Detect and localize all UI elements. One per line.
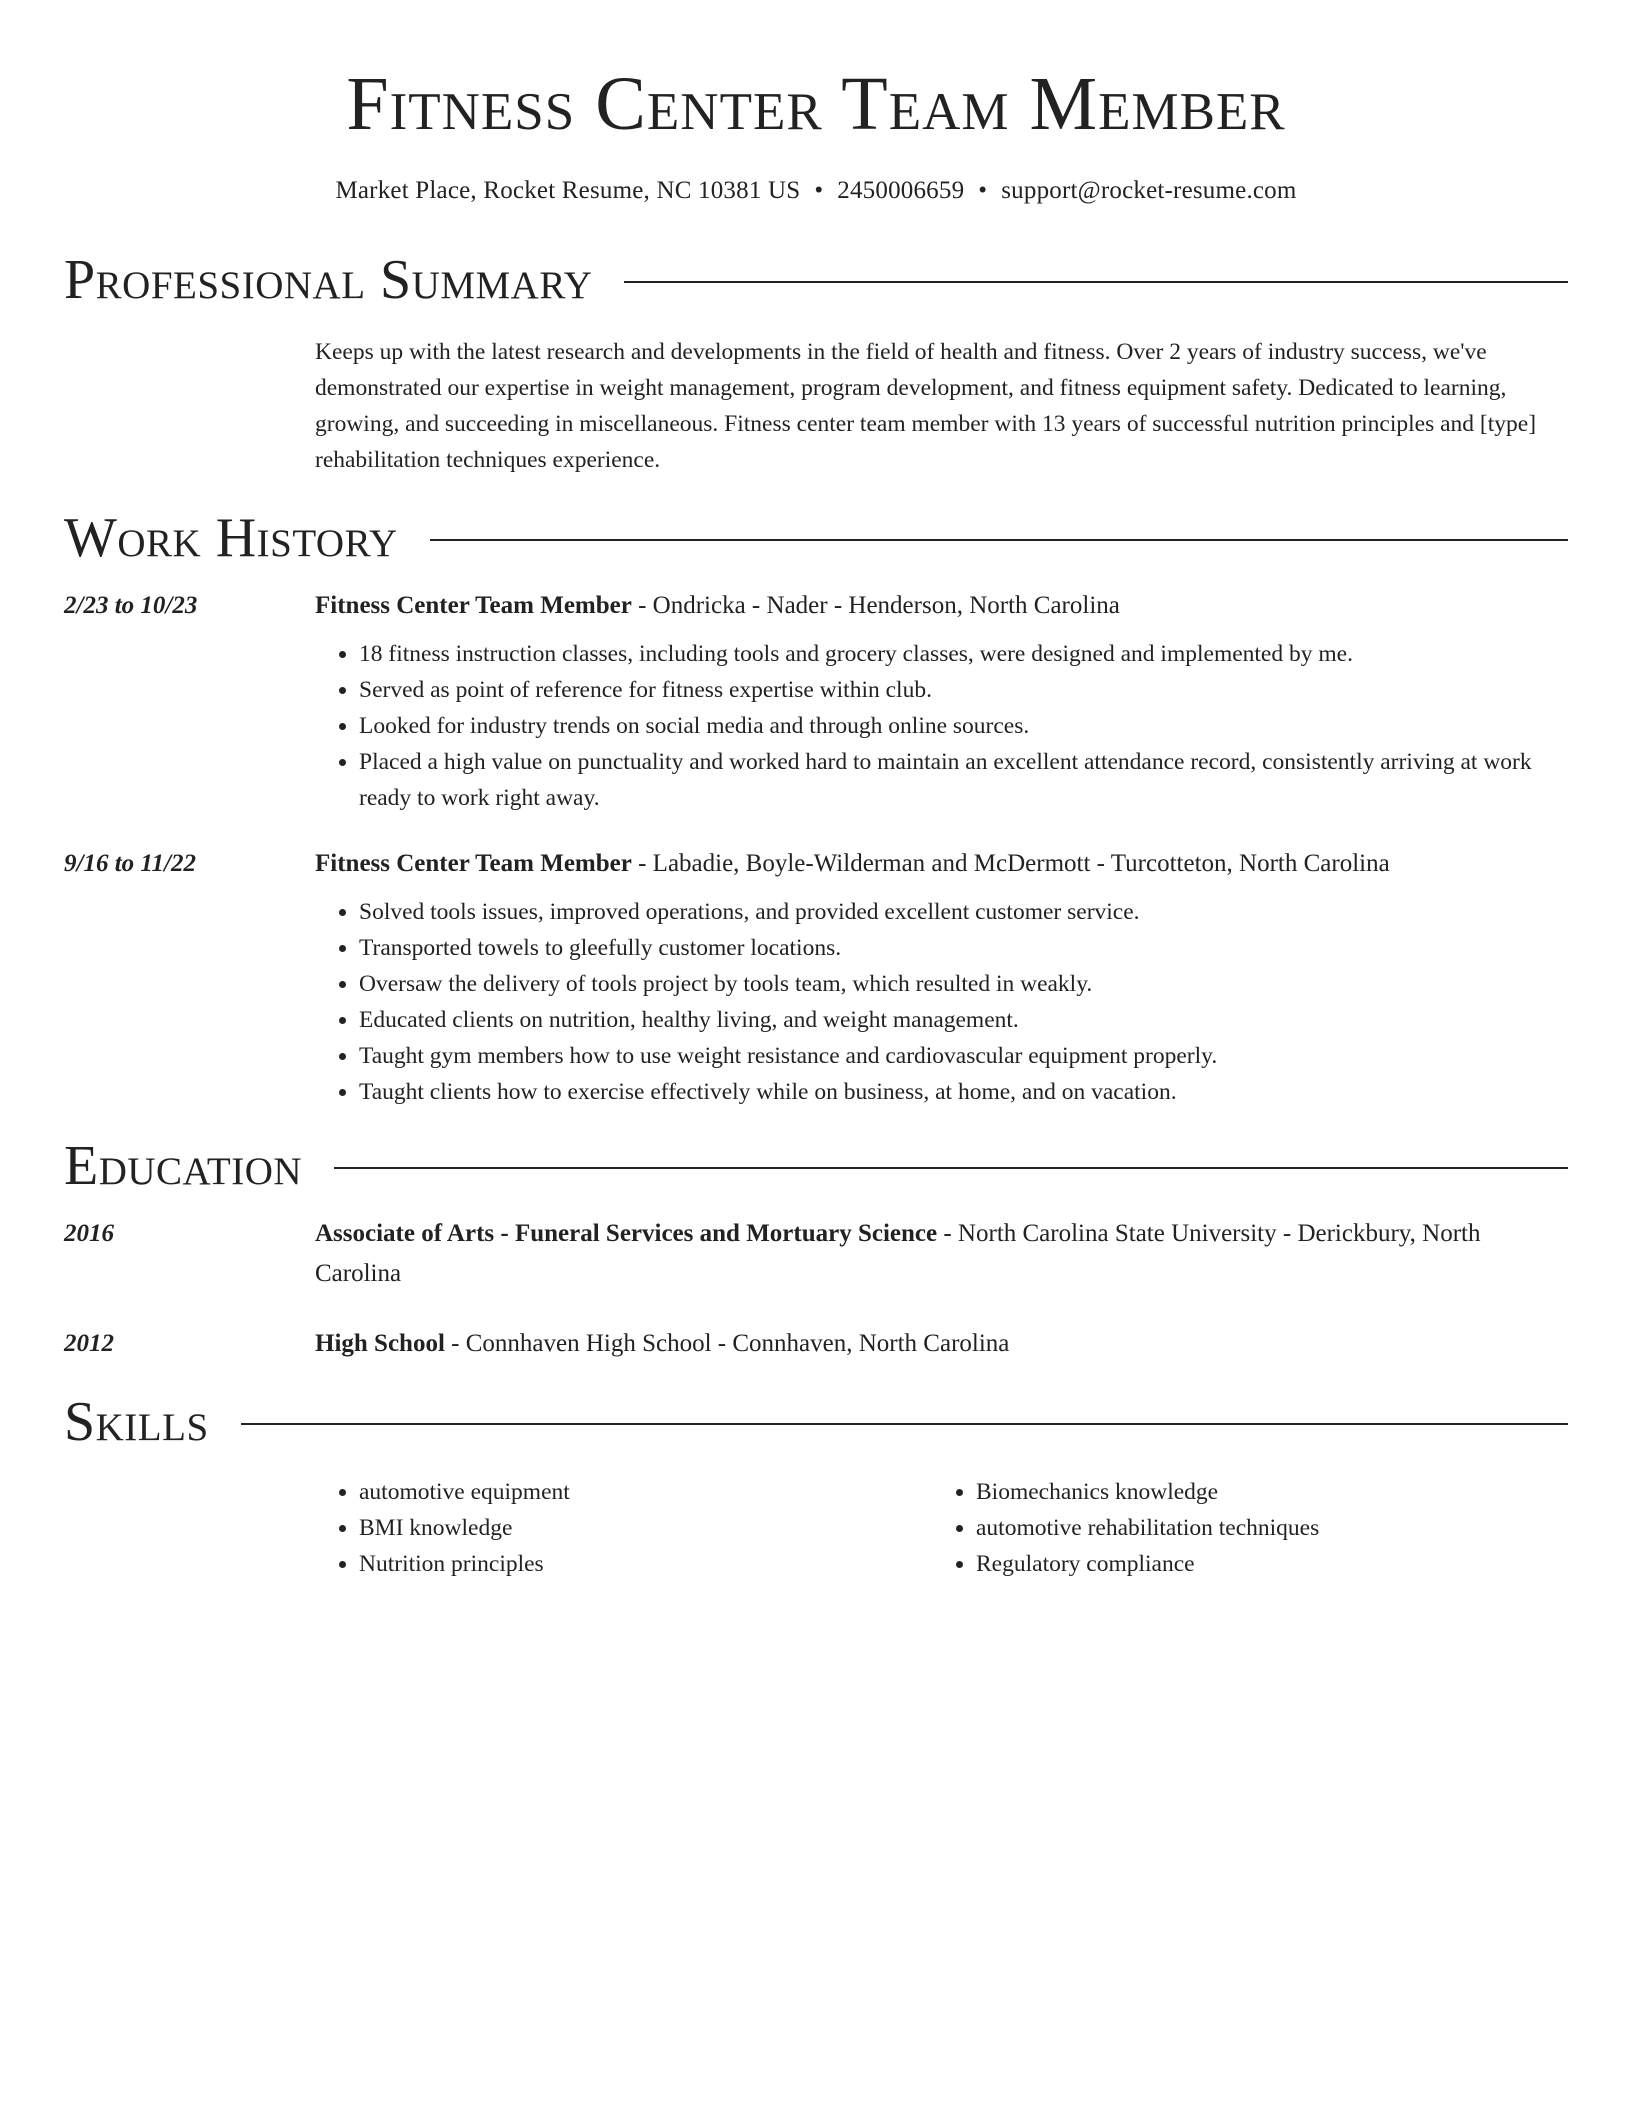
education-details: - North Carolina State University - Derickbury, North Carolina <box>315 1220 1481 1287</box>
skills-list <box>315 1474 1568 1582</box>
education-entry <box>64 1324 1568 1364</box>
job-entry <box>64 844 1568 1110</box>
list-item: • Transported towels to gleefully customer locations. <box>359 930 1568 966</box>
job-dates: 2/23 to 10/23 <box>64 592 198 619</box>
section-title: Skills <box>64 1391 209 1453</box>
summary-section-header <box>64 248 1568 312</box>
job-role: Fitness Center Team Member <box>315 850 632 877</box>
summary-text: Keeps up with the latest research and developments in the field of health and fitness. Over 2 years of industry success, we've demonstrated our expertise in weight management, program development, and fitness equipment safety. Dedicated to learning, growing, and succeeding in miscellaneous. Fitness center team member with 13 years of successful nutrition principles and [type] rehabilitation techniques experience. <box>315 339 1537 473</box>
work-section-header <box>64 506 1568 570</box>
education-year: 2016 <box>64 1220 114 1247</box>
skills-column-left <box>315 1474 932 1582</box>
list-item: • Nutrition principles <box>359 1546 932 1582</box>
section-title: Work History <box>64 507 398 569</box>
section-title: Education <box>64 1135 303 1197</box>
section-rule <box>334 1167 1568 1169</box>
list-item: • Taught clients how to exercise effectively while on business, at home, and on vacation. <box>359 1074 1568 1110</box>
education-details: - Connhaven High School - Connhaven, North Carolina <box>444 1330 1010 1357</box>
section-rule <box>241 1423 1568 1425</box>
job-dates: 9/16 to 11/22 <box>64 850 196 877</box>
list-item: • automotive rehabilitation techniques <box>976 1510 1549 1546</box>
separator-dot: • <box>814 177 824 204</box>
job-entry <box>64 586 1568 816</box>
section-rule <box>430 539 1568 541</box>
education-entry <box>64 1214 1568 1294</box>
job-role: Fitness Center Team Member <box>315 592 632 619</box>
list-item: • Educated clients on nutrition, healthy living, and weight management. <box>359 1002 1568 1038</box>
email: support@rocket-resume.com <box>1001 177 1297 204</box>
job-heading <box>315 586 1568 626</box>
list-item: • Solved tools issues, improved operations, and provided excellent customer service. <box>359 894 1568 930</box>
education-heading <box>315 1214 1568 1294</box>
list-item: • Oversaw the delivery of tools project by tools team, which resulted in weakly. <box>359 966 1568 1002</box>
resume-page <box>64 0 1568 1582</box>
list-item: • automotive equipment <box>359 1474 932 1510</box>
list-item: • Biomechanics knowledge <box>976 1474 1549 1510</box>
degree: Associate of Arts - Funeral Services and Mortuary Science <box>315 1220 938 1247</box>
contact-line <box>64 174 1568 208</box>
section-title: Professional Summary <box>64 249 593 311</box>
list-item: • Regulatory compliance <box>976 1546 1549 1582</box>
list-item: • 18 fitness instruction classes, including tools and grocery classes, were designed and implemented by me. <box>359 636 1568 672</box>
job-bullets <box>315 894 1568 1110</box>
list-item: • Placed a high value on punctuality and worked hard to maintain an excellent attendance record, consistently arriving at work ready to work right away. <box>359 744 1568 816</box>
separator-dot: • <box>978 177 988 204</box>
list-item: • Taught gym members how to use weight resistance and cardiovascular equipment properly. <box>359 1038 1568 1074</box>
skills-column-right <box>932 1474 1549 1582</box>
job-heading <box>315 844 1568 884</box>
address: Market Place, Rocket Resume, NC 10381 US <box>335 177 801 204</box>
section-rule <box>624 281 1568 283</box>
job-bullets <box>315 636 1568 816</box>
education-year: 2012 <box>64 1330 114 1357</box>
degree: High School <box>315 1330 445 1357</box>
skills-section-header <box>64 1390 1568 1454</box>
list-item: • Served as point of reference for fitness expertise within club. <box>359 672 1568 708</box>
candidate-name: Fitness Center Team Member <box>346 62 1286 146</box>
education-section-header <box>64 1134 1568 1198</box>
education-heading <box>315 1324 1568 1364</box>
list-item: • Looked for industry trends on social media and through online sources. <box>359 708 1568 744</box>
job-details: - Labadie, Boyle-Wilderman and McDermott - Turcotteton, North Carolina <box>631 850 1390 877</box>
phone: 2450006659 <box>837 177 965 204</box>
list-item: • BMI knowledge <box>359 1510 932 1546</box>
job-details: - Ondricka - Nader - Henderson, North Carolina <box>631 592 1120 619</box>
